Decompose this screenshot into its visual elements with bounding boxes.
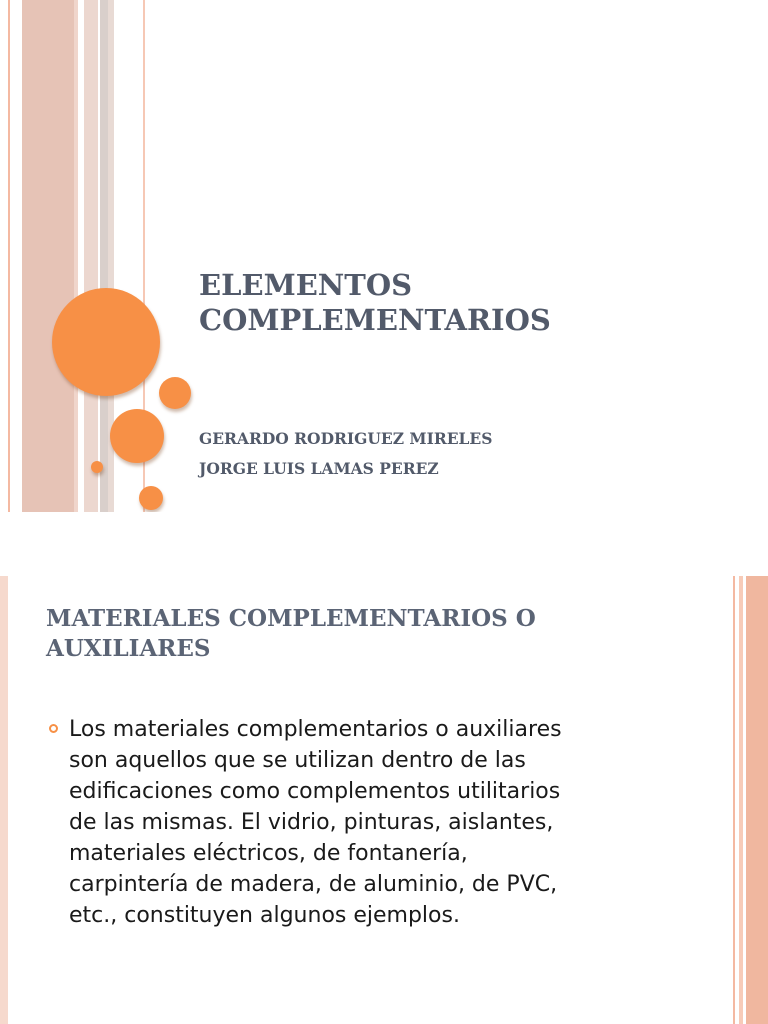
decorative-stripe	[739, 576, 743, 1024]
bullet-text-line: Los materiales complementarios o auxiliares	[69, 717, 562, 742]
slide-title	[199, 268, 719, 338]
bullet-list	[44, 714, 684, 931]
bullet-text-line: etc., constituyen algunos ejemplos.	[69, 903, 460, 928]
decorative-stripe	[733, 576, 735, 1024]
decorative-circle-small	[159, 377, 191, 409]
decorative-circle-medium	[110, 409, 164, 463]
decorative-stripe	[100, 0, 108, 512]
decorative-stripe	[22, 0, 74, 512]
slide-title-line: COMPLEMENTARIOS	[199, 303, 551, 337]
author-list	[199, 424, 719, 484]
decorative-stripe	[8, 0, 10, 512]
bullet-circle-icon	[49, 724, 58, 733]
content-slide-title-line: AUXILIARES	[46, 635, 211, 662]
bullet-text-line: de las mismas. El vidrio, pinturas, aislantes,	[69, 810, 554, 835]
bullet-text-line: edificaciones como complementos utilitarios	[69, 779, 561, 804]
decorative-circle-tiny	[91, 461, 103, 473]
bullet-item	[44, 714, 684, 931]
bullet-text-line: carpintería de madera, de aluminio, de PVC,	[69, 872, 558, 897]
decorative-stripe	[746, 576, 768, 1024]
bullet-text	[69, 714, 684, 931]
content-slide-title	[46, 604, 686, 664]
content-slide-title-line: MATERIALES COMPLEMENTARIOS O	[46, 605, 536, 632]
decorative-circle-large	[52, 288, 160, 396]
decorative-stripe	[74, 0, 78, 512]
bullet-text-line: materiales eléctricos, de fontanería,	[69, 841, 468, 866]
decorative-circle-small	[139, 486, 163, 510]
decorative-stripe	[0, 576, 8, 1024]
slide-title-line: ELEMENTOS	[199, 268, 413, 302]
bullet-text-line: son aquellos que se utilizan dentro de las	[69, 748, 526, 773]
slide-gap	[0, 512, 768, 576]
author-name: JORGE LUIS LAMAS PEREZ	[199, 459, 439, 478]
author-name: GERARDO RODRIGUEZ MIRELES	[199, 429, 493, 448]
decorative-stripe	[84, 0, 98, 512]
